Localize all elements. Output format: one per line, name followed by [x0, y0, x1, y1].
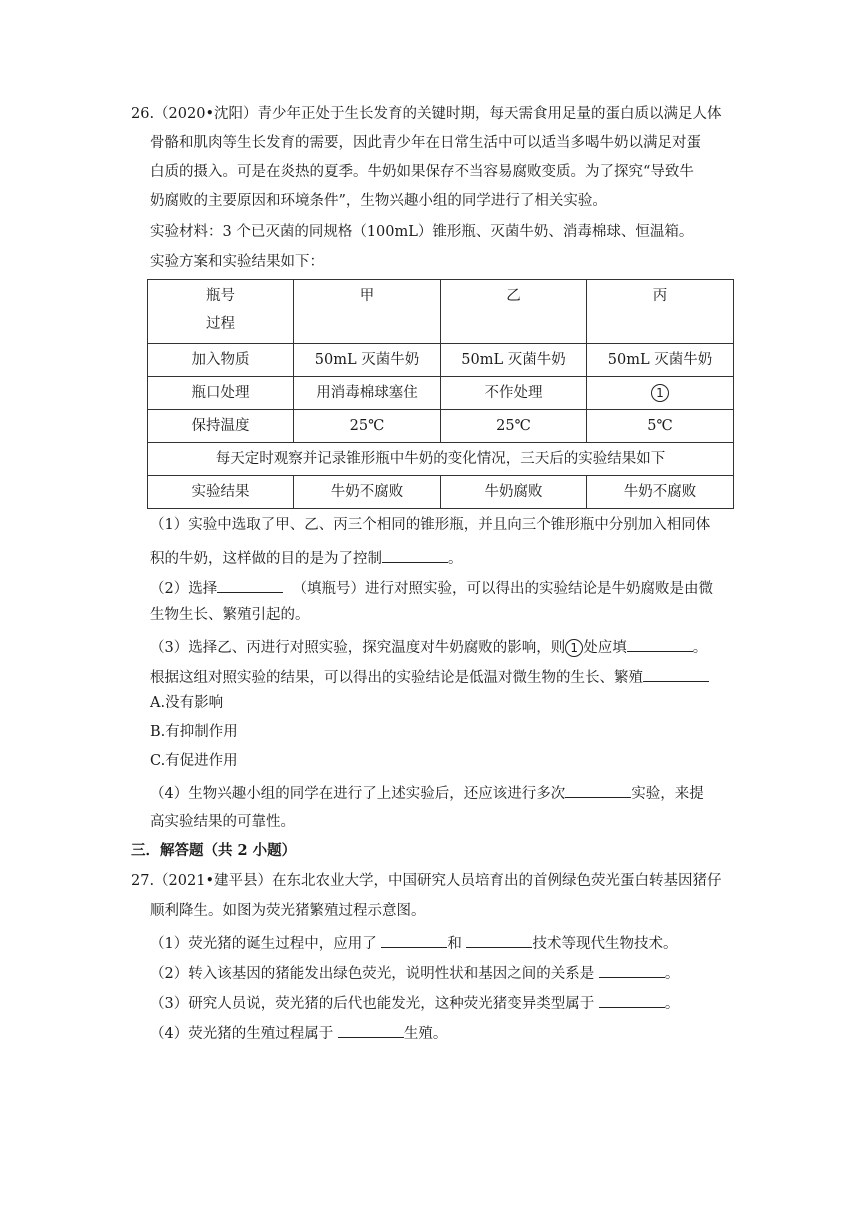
q26-sub1-line-2 — [150, 546, 463, 569]
answer-blank[interactable] — [338, 1021, 404, 1038]
q26-sub3-line-1 — [150, 635, 707, 658]
table-header-row — [148, 280, 734, 344]
q27-sub1-text-a: （1）荧光猪的诞生过程中，应用了 — [150, 936, 377, 952]
table-cell: 25℃ — [294, 410, 441, 443]
row-label: 保持温度 — [148, 410, 294, 443]
q26-sub2-line-1 — [150, 576, 713, 599]
q27-sub3-text-a: （3）研究人员说，荧光猪的后代也能发光，这种荧光猪变异类型属于 — [150, 996, 595, 1012]
q26-sub2-text-b: （填瓶号）进行对照实验，可以得出的实验结论是牛奶腐败是由微 — [292, 581, 713, 597]
option-a: A.没有影响 — [150, 695, 224, 711]
circled-one-marker: 1 — [565, 639, 583, 657]
q26-line-4: 奶腐败的主要原因和环境条件”，生物兴趣小组的同学进行了相关实验。 — [150, 193, 607, 209]
answer-blank[interactable] — [565, 781, 631, 798]
q26-sub4-text-a: （4）生物兴趣小组的同学在进行了上述实验后，还应该进行多次 — [150, 786, 566, 802]
q26-sub4-line-1 — [150, 781, 704, 804]
table-cell — [587, 377, 734, 410]
q27-sub3-end: 。 — [664, 996, 680, 1012]
q26-sub1-end: 。 — [448, 551, 463, 567]
table-row — [148, 377, 734, 410]
q26-sub1-text: 积的牛奶，这样做的目的是为了控制 — [150, 551, 382, 567]
experiment-table — [147, 279, 734, 509]
q26-sub2-text-a: （2）选择 — [150, 581, 218, 597]
table-cell: 50mL 灭菌牛奶 — [587, 344, 734, 377]
table-result-row — [148, 476, 734, 509]
table-cell: 牛奶腐败 — [441, 476, 587, 509]
row-label: 实验结果 — [148, 476, 294, 509]
column-header-yi: 乙 — [441, 280, 587, 344]
answer-blank[interactable] — [217, 576, 283, 593]
q26-sub3-text-b: 处应填 — [583, 640, 627, 656]
q27-sub4-text-a: （4）荧光猪的生殖过程属于 — [150, 1026, 334, 1042]
table-cell: 25℃ — [441, 410, 587, 443]
q27-sub4-text-b: 生殖。 — [403, 1026, 448, 1042]
table-cell: 5℃ — [587, 410, 734, 443]
header-process-label: 过程 — [206, 316, 235, 332]
circled-one-marker: 1 — [651, 384, 669, 402]
table-row — [148, 410, 734, 443]
q27-line-1: 27.（2021•建平县）在东北农业大学，中国研究人员培育出的首例绿色荧光蛋白转基因猪仔 — [131, 873, 722, 889]
table-cell: 50mL 灭菌牛奶 — [294, 344, 441, 377]
q27-sub1-text-b: 和 — [447, 936, 462, 952]
table-cell: 牛奶不腐败 — [587, 476, 734, 509]
table-span-row — [148, 443, 734, 476]
q26-plan-intro: 实验方案和实验结果如下： — [150, 254, 324, 270]
q27-sub2-text-a: （2）转入该基因的猪能发出绿色荧光，说明性状和基因之间的关系是 — [150, 966, 595, 982]
column-header-bing: 丙 — [587, 280, 734, 344]
q26-sub2-line-2: 生物生长、繁殖引起的。 — [150, 607, 310, 623]
section-heading: 三．解答题（共 2 小题） — [131, 842, 297, 859]
answer-blank[interactable] — [381, 931, 447, 948]
observation-note: 每天定时观察并记录锥形瓶中牛奶的变化情况，三天后的实验结果如下 — [148, 443, 734, 476]
answer-blank[interactable] — [627, 635, 693, 652]
header-bottle-label: 瓶号 — [206, 288, 235, 304]
table-row — [148, 344, 734, 377]
q26-sub3-end: 。 — [692, 640, 708, 656]
q26-line-1: 26.（2020•沈阳）青少年正处于生长发育的关键时期，每天需食用足量的蛋白质以满足人体 — [131, 106, 722, 122]
answer-blank[interactable] — [599, 961, 665, 978]
q26-sub4-text-b: 实验，来提 — [631, 786, 704, 802]
column-header-jia: 甲 — [294, 280, 441, 344]
q27-sub3 — [150, 991, 679, 1014]
q27-sub1-text-c: 技术等现代生物技术。 — [532, 936, 678, 952]
q26-sub1-line-1: （1）实验中选取了甲、乙、丙三个相同的锥形瓶，并且向三个锥形瓶中分别加入相同体 — [150, 517, 711, 533]
q27-sub2 — [150, 961, 679, 984]
table-cell: 50mL 灭菌牛奶 — [441, 344, 587, 377]
q27-sub2-end: 。 — [664, 966, 680, 982]
answer-blank[interactable] — [599, 991, 665, 1008]
q26-line-3: 白质的摄入。可是在炎热的夏季。牛奶如果保存不当容易腐败变质。为了探究“导致牛 — [150, 164, 694, 180]
q27-sub1 — [150, 931, 677, 954]
q27-line-2: 顺利降生。如图为荧光猪繁殖过程示意图。 — [150, 903, 426, 919]
q26-line-2: 骨骼和肌肉等生长发育的需要，因此青少年在日常生活中可以适当多喝牛奶以满足对蛋 — [150, 135, 701, 151]
table-cell: 牛奶不腐败 — [294, 476, 441, 509]
q26-sub3-line-2 — [150, 665, 709, 688]
q27-sub4 — [150, 1021, 447, 1044]
answer-blank[interactable] — [643, 665, 709, 682]
option-b: B.有抑制作用 — [150, 724, 238, 740]
q26-sub3-text-a: （3）选择乙、丙进行对照实验，探究温度对牛奶腐败的影响，则 — [150, 640, 566, 656]
row-label: 加入物质 — [148, 344, 294, 377]
table-cell: 用消毒棉球塞住 — [294, 377, 441, 410]
q26-sub4-line-2: 高实验结果的可靠性。 — [150, 814, 295, 830]
row-label: 瓶口处理 — [148, 377, 294, 410]
table-cell: 不作处理 — [441, 377, 587, 410]
q26-materials: 实验材料：3 个已灭菌的同规格（100mL）锥形瓶、灭菌牛奶、消毒棉球、恒温箱。 — [150, 224, 694, 240]
option-c: C.有促进作用 — [150, 753, 238, 769]
answer-blank[interactable] — [466, 931, 532, 948]
q26-sub3-text-d: 根据这组对照实验的结果，可以得出的实验结论是低温对微生物的生长、繁殖 — [150, 670, 643, 686]
header-corner-cell — [148, 280, 294, 344]
answer-blank[interactable] — [382, 546, 448, 563]
